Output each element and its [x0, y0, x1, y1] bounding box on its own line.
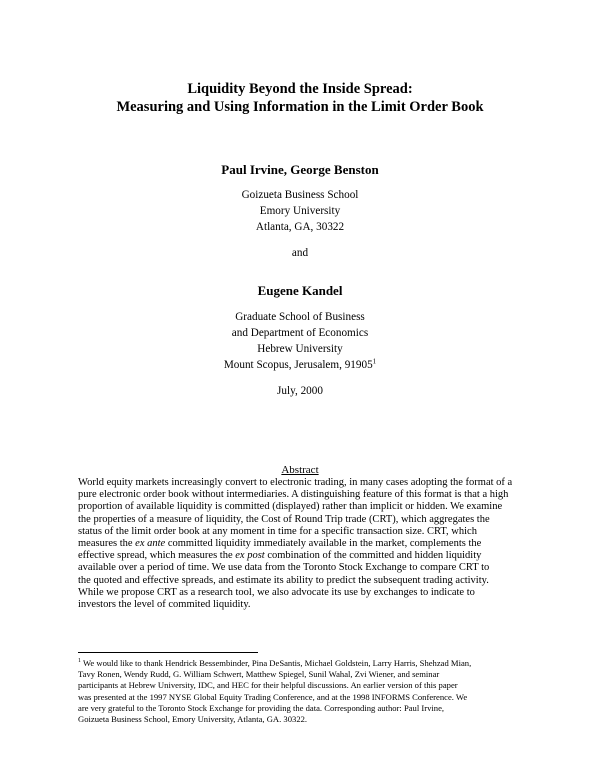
affiliation-line: and Department of Economics [231, 327, 369, 339]
affiliation-emory [0, 187, 600, 235]
abstract-line: investors the level of commited liquidity. [78, 599, 251, 611]
abstract-heading: Abstract [281, 464, 319, 476]
and-separator: and [291, 247, 309, 259]
abstract-line: effective spread, which measures the ex post combination of the committed and hidden liquidity [78, 550, 482, 562]
footnote-line: was presented at the 1997 NYSE Global Equity Trading Conference, and at the 1998 INFORMS Conference. We [78, 691, 468, 702]
abstract-line: proportion of available liquidity is committed (displayed) rather than implicit or hidden. We examine [78, 501, 503, 513]
authors-primary: Paul Irvine, George Benston [221, 162, 379, 177]
abstract-line: pure electronic order book without intermediaries. A distinguishing feature of this format is that a high [78, 489, 509, 501]
affiliation-line: Atlanta, GA, 30322 [255, 221, 345, 233]
abstract-line: available over a period of time. We use data from the Toronto Stock Exchange to compare CRT to [78, 562, 490, 574]
affiliation-line: Graduate School of Business [235, 311, 365, 323]
affiliation-line: Mount Scopus, Jerusalem, 91905$^1$ [223, 357, 377, 371]
footnote-line: Tavy Ronen, Wendy Rudd, G. William Schwert, Matthew Spiegel, Sunil Wahal, Zvi Wiener, and seminar [78, 669, 440, 680]
footnote-marker: 1 [372, 357, 377, 366]
footnote-line: participants at Hebrew University, IDC, and HEC for their helpful discussions. An earlier version of this paper [78, 680, 458, 691]
affiliation-hebrew [0, 309, 600, 373]
affiliation-line: Hebrew University [257, 343, 343, 355]
abstract-line: World equity markets increasingly convert to electronic trading, in many cases adopting the format of a [78, 477, 513, 488]
footnote-divider [78, 652, 258, 653]
abstract-body [78, 477, 526, 611]
paper-date: July, 2000 [277, 385, 323, 397]
affiliation-line: Goizueta Business School [241, 189, 359, 201]
title-line-2: Measuring and Using Information in the Limit Order Book [116, 99, 484, 115]
abstract-line: the quoted and effective spreads, and estimate its ability to predict the subsequent trading activity. [78, 574, 489, 586]
affiliation-line: Emory University [259, 205, 341, 217]
footnote-line: are very grateful to the Toronto Stock Exchange for providing the data. Corresponding author: Paul Irvine, [78, 702, 445, 713]
footnote-number: 1 [78, 658, 81, 665]
abstract-line: status of the limit order book at any moment in time for a specific transaction size. CRT, which [78, 525, 477, 537]
title-line-1: Liquidity Beyond the Inside Spread: [187, 81, 413, 97]
abstract-line: measures the ex ante committed liquidity immediately available in the market, complements the [78, 538, 482, 550]
footnote-line: Goizueta Business School, Emory University, Atlanta, GA. 30322. [78, 714, 308, 725]
authors-secondary: Eugene Kandel [257, 283, 343, 298]
paper-title [0, 80, 600, 116]
footnote [78, 658, 528, 725]
abstract-line: the properties of a measure of liquidity, the Cost of Round Trip trade (CRT), which aggregates the [78, 513, 490, 525]
abstract-line: While we propose CRT as a research tool, we also advocate its use by exchanges to indicate to [78, 586, 475, 598]
footnote-line: $^1$ We would like to thank Hendrick Bessembinder, Pina DeSantis, Michael Goldstein, Larry Harris, Shehzad Mian, [78, 658, 472, 668]
